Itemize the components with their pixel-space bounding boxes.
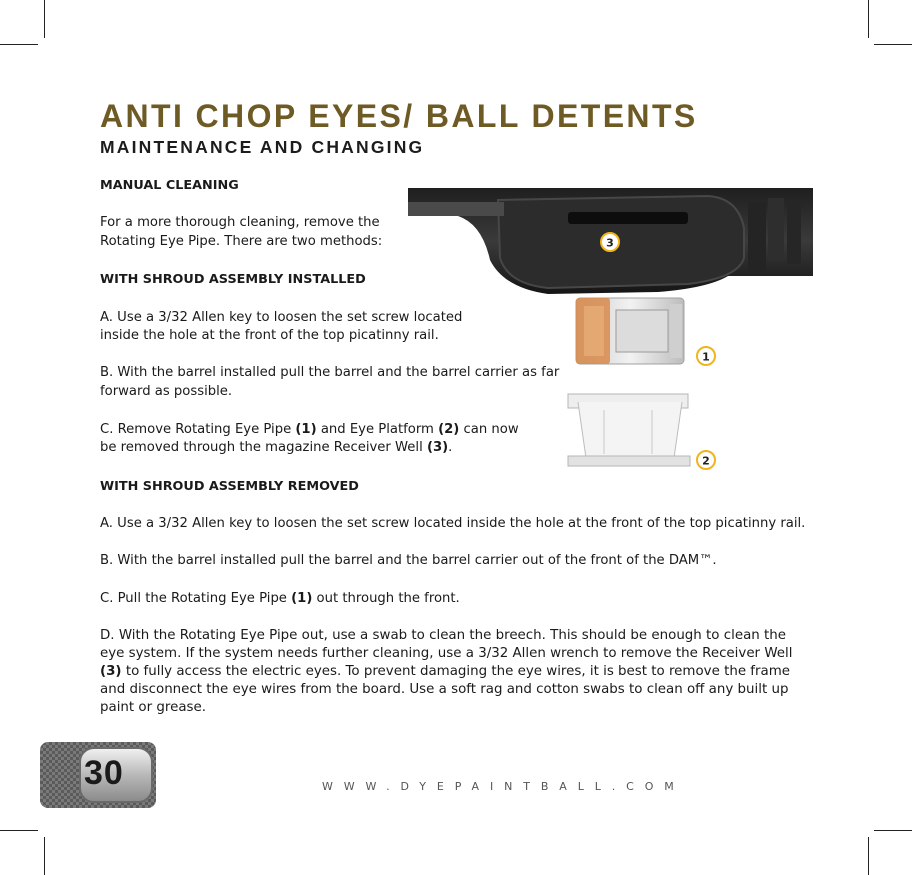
crop-mark-bottom-right-v (868, 837, 869, 875)
callout-2 (697, 451, 715, 469)
ref-eye-pipe: (1) (295, 422, 317, 437)
manual-intro-line-1: For a more thorough cleaning, remove the (100, 215, 380, 230)
installed-step-a-line-1: A. Use a 3/32 Allen key to loosen the set screw located (100, 310, 463, 325)
callout-1 (697, 347, 715, 365)
callout-1-label: 1 (702, 350, 710, 364)
removed-step-c: C. Pull the Rotating Eye Pipe (1) out through the front. (100, 591, 460, 606)
eye-system-photo (408, 188, 813, 488)
crop-mark-top-right-v (868, 0, 869, 38)
eye-platform-image (568, 394, 690, 466)
callout-3-label: 3 (606, 236, 614, 250)
rotating-eye-pipe-image (576, 298, 684, 364)
shroud-removed-heading: WITH SHROUD ASSEMBLY REMOVED (100, 479, 359, 494)
page-subtitle: MAINTENANCE AND CHANGING (100, 137, 425, 157)
ref-receiver-well: (3) (426, 440, 449, 455)
installed-step-c-line-2: be removed through the magazine Receiver Well (3). (100, 440, 453, 455)
page-title: ANTI CHOP EYES/ BALL DETENTS (100, 98, 698, 134)
removed-step-b: B. With the barrel installed pull the barrel and the barrel carrier out of the front of the DAM™. (100, 553, 717, 568)
installed-step-c-line-1: C. Remove Rotating Eye Pipe (1) and Eye Platform (2) can now (100, 422, 519, 437)
installed-step-b-line-1: B. With the barrel installed pull the barrel and the barrel carrier as far (100, 365, 560, 380)
crop-mark-bottom-left-v (44, 837, 45, 875)
installed-step-a-line-2: inside the hole at the front of the top picatinny rail. (100, 328, 439, 343)
ref-receiver-well-2: (3) (100, 664, 122, 679)
page-number: 30 (84, 754, 124, 792)
callout-3 (601, 233, 619, 251)
manual-cleaning-heading: MANUAL CLEANING (100, 178, 239, 193)
manual-intro-line-2: Rotating Eye Pipe. There are two methods: (100, 234, 383, 249)
crop-mark-top-right-h (874, 44, 912, 45)
crop-mark-bottom-left-h (0, 830, 38, 831)
removed-step-a: A. Use a 3/32 Allen key to loosen the set screw located inside the hole at the front of the top picatinny rail. (100, 516, 806, 531)
installed-step-b-line-2: forward as possible. (100, 384, 233, 399)
callout-2-label: 2 (702, 454, 710, 468)
ref-eye-platform: (2) (438, 422, 460, 437)
ref-eye-pipe-2: (1) (291, 591, 313, 606)
crop-mark-bottom-right-h (874, 830, 912, 831)
removed-step-d: D. With the Rotating Eye Pipe out, use a swab to clean the breech. This should be enough to clean the eye system. If the system needs further cleaning, use a 3/32 Allen wrench to remove the Receiver Well (3) to fully access the electric eyes. To prevent damaging the eye wires, it is best to remove the frame and disconnect the eye wires from the board. Use a soft rag and cotton swabs to clean off any built up paint or grease. (100, 628, 793, 715)
website-url[interactable]: WWW.DYEPAINTBALL.COM (322, 780, 685, 793)
crop-mark-top-left-h (0, 44, 38, 45)
crop-mark-top-left-v (44, 0, 45, 38)
shroud-installed-heading: WITH SHROUD ASSEMBLY INSTALLED (100, 272, 366, 287)
